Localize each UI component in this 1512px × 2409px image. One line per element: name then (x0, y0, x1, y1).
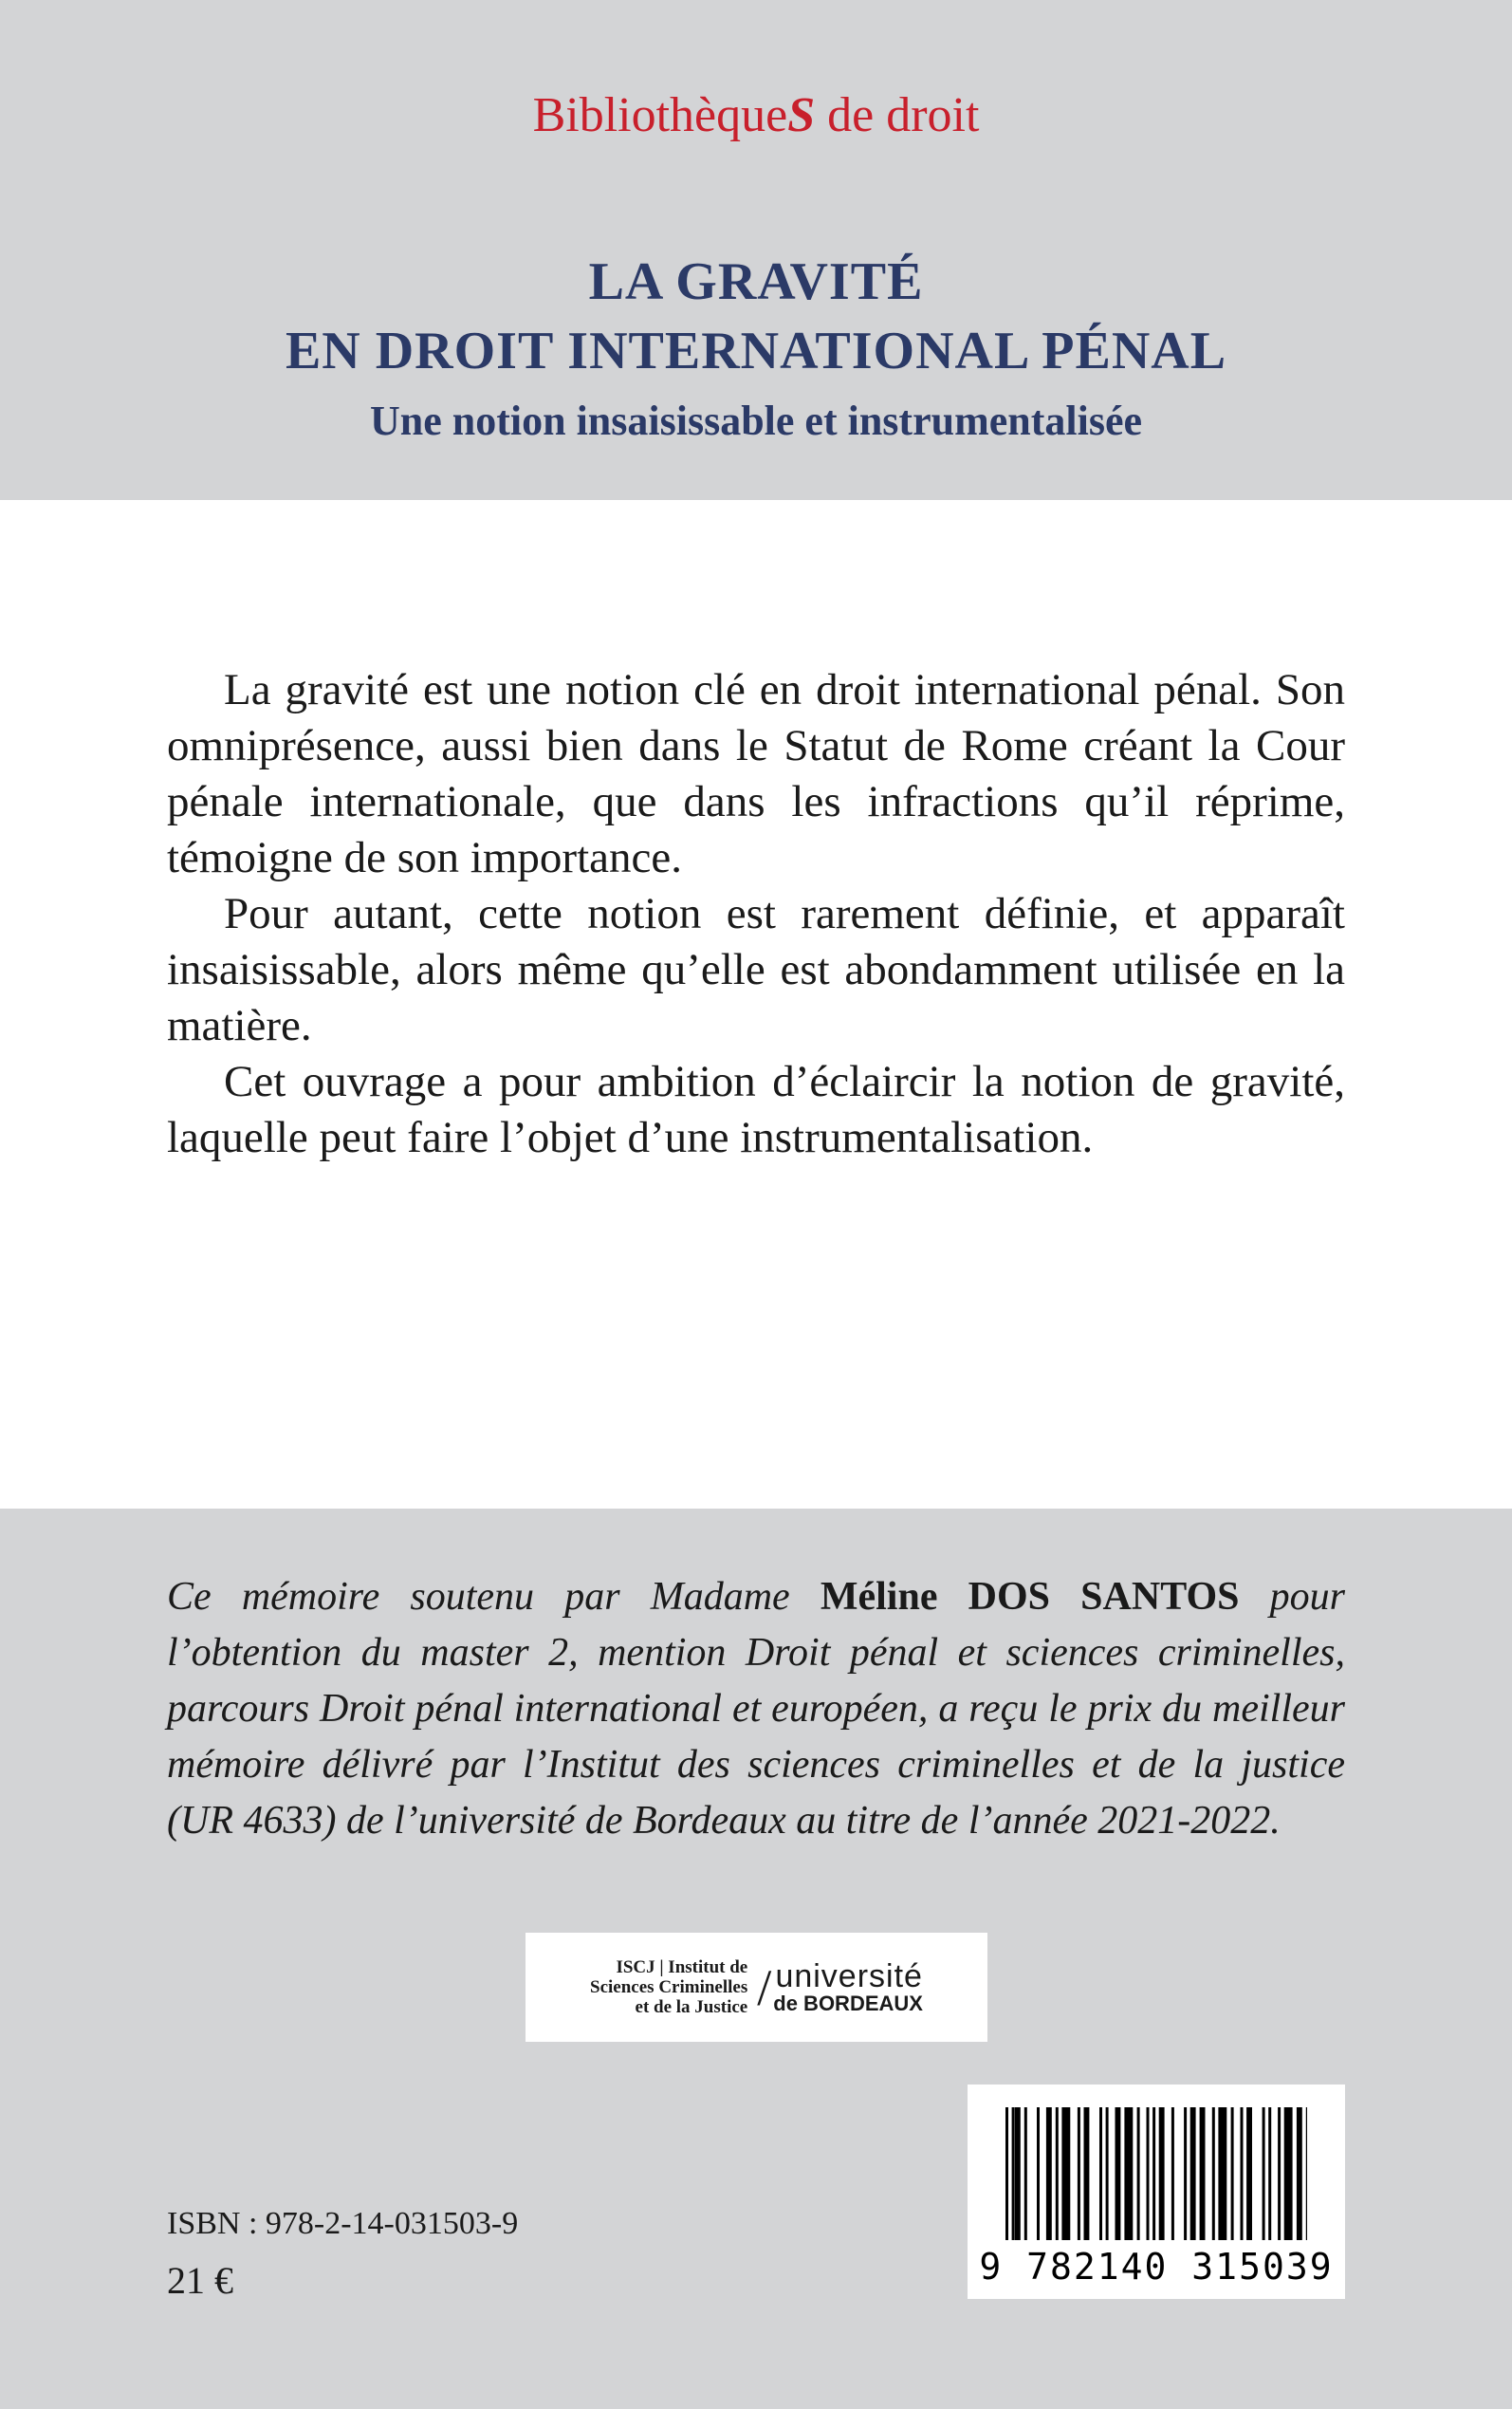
barcode-bar (1284, 2107, 1293, 2240)
barcode-bar (1012, 2107, 1015, 2240)
barcode-digits: 9 782140 315039 (979, 2246, 1334, 2288)
barcode-bar (1212, 2107, 1215, 2240)
barcode-bar (1231, 2107, 1234, 2240)
title-line-1: LA GRAVITÉ (588, 252, 924, 311)
subtitle: Une notion insaisissable et instrumentalisée (369, 398, 1143, 444)
barcode-bar (1015, 2107, 1021, 2240)
barcode-bar (1099, 2107, 1102, 2240)
summary-paragraph: Pour autant, cette notion est rarement définie, et apparaît insaisissable, alors même qu’elle est abondamment utilisée en la matière. (167, 889, 1345, 1050)
barcode-bar (1046, 2107, 1052, 2240)
barcode-bar (1116, 2107, 1121, 2240)
author-name: Méline DOS SANTOS (820, 1575, 1240, 1619)
series-name: BibliothèqueS de droit (532, 88, 980, 142)
barcode-bar (1278, 2107, 1281, 2240)
barcode-bar (1190, 2107, 1196, 2240)
isbn: ISBN : 978-2-14-031503-9 (167, 2206, 519, 2241)
barcode-bar (1200, 2107, 1206, 2240)
partner-logo (526, 1933, 987, 2042)
barcode-bar (1184, 2107, 1187, 2240)
award-note: Ce mémoire soutenu par Madame Méline DOS SANTOS pour l’obtention du master 2, mention Droit pénal et sciences criminelles, parcours Droit pénal international et européen, a reçu le prix du meilleur mémoire délivré par l’Institut des sciences criminelles et de la justice (UR 4633) de l’université de Bordeaux au titre de l’année 2021-2022. (167, 1575, 1345, 1843)
barcode-bar (1306, 2107, 1307, 2240)
barcode-bar (1106, 2107, 1109, 2240)
barcode-bar (1152, 2107, 1155, 2240)
barcode-bar (1297, 2107, 1302, 2240)
title-line-2: EN DROIT INTERNATIONAL PÉNAL (285, 322, 1227, 380)
barcode-bar (1124, 2107, 1133, 2240)
price: 21 € (167, 2259, 233, 2302)
barcode-bar (1037, 2107, 1040, 2240)
barcode-bar (1024, 2107, 1027, 2240)
barcode-bar (1084, 2107, 1090, 2240)
barcode-bar (1263, 2107, 1265, 2240)
barcode-bar (1268, 2107, 1271, 2240)
barcode-bars (1005, 2107, 1307, 2240)
barcode (968, 2085, 1345, 2299)
barcode-bar (1061, 2107, 1070, 2240)
summary-paragraph: Cet ouvrage a pour ambition d’éclaircir la notion de gravité, laquelle peut faire l’objet d’une instrumentalisation. (167, 1057, 1345, 1162)
barcode-bar (1147, 2107, 1150, 2240)
barcode-bar (1005, 2107, 1008, 2240)
back-cover-summary (167, 662, 1345, 1166)
summary-paragraph: La gravité est une notion clé en droit international pénal. Son omniprésence, aussi bien dans le Statut de Rome créant la Cour pénale internationale, que dans les infractions qu’il réprime, témoigne de son importance. (167, 665, 1345, 882)
university-logo: université de BORDEAUX (773, 1958, 923, 2015)
barcode-bar (1241, 2107, 1244, 2240)
barcode-bar (1078, 2107, 1080, 2240)
barcode-bar (1246, 2107, 1252, 2240)
barcode-bar (1218, 2107, 1226, 2240)
iscj-logo-text: ISCJ | Institut de Sciences Criminelles et de la Justice (590, 1957, 748, 2017)
barcode-bar (1171, 2107, 1174, 2240)
barcode-bar (1137, 2107, 1140, 2240)
barcode-bar (1159, 2107, 1165, 2240)
barcode-bar (1056, 2107, 1059, 2240)
slash-divider: / (757, 1958, 772, 2016)
